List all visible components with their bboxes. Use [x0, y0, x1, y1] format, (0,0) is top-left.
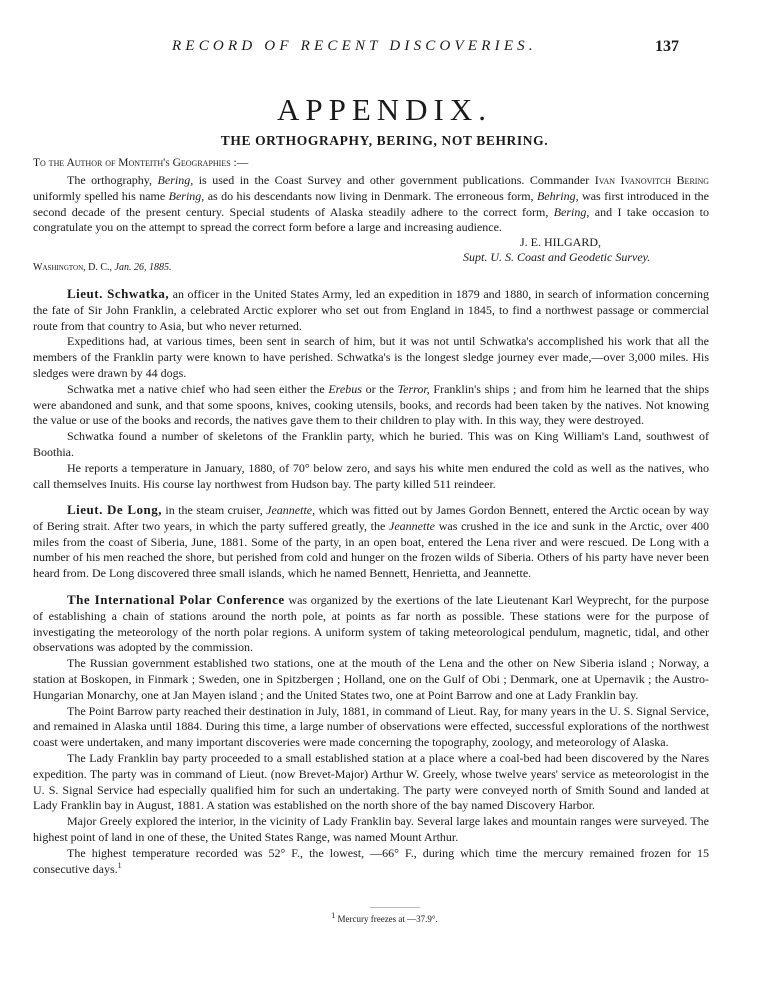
schwatka-heading: Lieut. Schwatka, [67, 286, 170, 301]
running-head: RECORD OF RECENT DISCOVERIES. [172, 38, 537, 54]
schwatka-paragraph-3: Schwatka met a native chief who had seen either the Erebus or the Terror, Franklin's ships ; and from him he learned that the ships were abandoned and sunk, and that some spoons, knives, cooking utensils, books, and records had been taken by the natives. Not knowing the value or use of the books and records, the natives gave them to their children to play with. In this way, they were destroyed. [33, 381, 709, 428]
polar-paragraph-1: The International Polar Conference was organized by the exertions of the late Lieutenant Karl Weyprecht, for the purpose of establishing a chain of stations around the north pole, at points as far north as possible. These stations were for the purpose of investigating the meteorology of the north polar regions. A uniform system of taking meteorological pendulum, magnetic, tidal, and other observations was adopted by the commission. [33, 592, 709, 655]
polar-paragraph-5: Major Greely explored the interior, in the vicinity of Lady Franklin bay. Several large lakes and mountain ranges were surveyed. The highest point of land in one of these, the United States Range, was named Mount Arthur. [33, 814, 709, 844]
footnote [0, 911, 769, 924]
footnote-divider [370, 907, 420, 908]
section-subtitle: THE ORTHOGRAPHY, BERING, NOT BEHRING. [220, 133, 549, 148]
polar-section [33, 592, 709, 877]
delong-heading: Lieut. De Long, [67, 502, 162, 517]
polar-paragraph-4: The Lady Franklin bay party proceeded to a small established station at a place where a coal-bed had been discovered by the Nares expedition. The party was in command of Lieut. (now Brevet-Major) Arthur W. Greely, whose twelve years' service as meteorologist in the U. S. Signal Service had especially qualified him for such an undertaking. The party were conveyed north of Smith Sound and landed at Lady Franklin bay in August, 1881. A station was established on the north shore of the bay named Discovery Harbor. [33, 750, 709, 813]
signature-title: Supt. U. S. Coast and Geodetic Survey. [463, 250, 651, 264]
signature-place: Washington, D. C., [33, 262, 113, 273]
footnote-text: Mercury freezes at —37.9°. [335, 914, 438, 924]
signature-date: Jan. 26, 1885. [114, 262, 172, 273]
delong-paragraph: Lieut. De Long, in the steam cruiser, Jeannette, which was fitted out by James Gordon Bennett, entered the Arctic ocean by way of Bering strait. After two years, in which the party suffered greatly, the Jeannette was crushed in the ice and sunk in the Arctic, over 400 miles from the coast of Siberia, June, 1881. Some of the party, in an open boat, entered the Lena river and were rescued. De Long with a number of his men reached the shore, but perished from cold and hunger on the frozen wilds of Siberia. Others of his party have never been heard from. De Long discovered three small islands, which he named Bennett, Henrietta, and Jeannette. [33, 502, 710, 581]
polar-paragraph-2: The Russian government established two stations, one at the mouth of the Lena and the other on New Siberia island ; Norway, a station at Boskopen, in Finmark ; Sweden, one in Spitzbergen ; Holland, one on the Gulf of Obi ; Denmark, one at Upernavik ; the Austro-Hungarian Monarchy, one at Jan Mayen island ; and the United States two, one at Point Barrow and one at Lady Franklin bay. [33, 656, 709, 702]
schwatka-section [33, 286, 709, 492]
page-number: 137 [655, 38, 679, 55]
page-title: APPENDIX. [276, 92, 493, 127]
schwatka-paragraph-4: Schwatka found a number of skeletons of the Franklin party, which he buried. This was on King William's Land, southwest of Boothia. [33, 429, 709, 459]
letter-paragraph: The orthography, Bering, is used in the Coast Survey and other government publications. Commander Ivan Ivanovitch Bering uniformly spelled his name Bering, as do his descendants now living in Denmark. The erroneous form, Behring, was first introduced in the second decade of the present century. Special students of Alaska steadily adhere to the correct form, Bering, and I take occasion to congratulate you on the attempt to spread the correct form before a large and increasing audience. [33, 173, 709, 235]
polar-paragraph-6: The highest temperature recorded was 52° F., the lowest, —66° F., during which time the mercury remained frozen for 15 consecutive days.$^1$ [33, 845, 709, 876]
schwatka-paragraph-1: Lieut. Schwatka, an officer in the United States Army, led an expedition in 1879 and 1880, in search of information concerning the fate of Sir John Franklin, a celebrated Arctic explorer who set out from England in 1845, to find a northwest passage or commercial route from that country to Asia, but who never returned. [33, 286, 709, 333]
letter-body [33, 173, 709, 236]
signature-name: J. E. HILGARD, [520, 235, 601, 249]
polar-heading: The International Polar Conference [67, 592, 285, 607]
delong-section [33, 502, 709, 582]
footnote-reference: 1 [117, 860, 122, 870]
letter-addressee: To the Author of Monteith's Geographies :— [33, 157, 249, 169]
footnote-mark: 1 [331, 911, 336, 920]
signature-place-date [33, 262, 172, 273]
schwatka-paragraph-2: Expeditions had, at various times, been sent in search of him, but it was not until Schwatka's accomplished his work that all the members of the Franklin party were known to have perished. Schwatka's is the longest sledge journey ever made,—over 3,000 miles. His sledges were drawn by 44 dogs. [33, 334, 709, 380]
polar-paragraph-3: The Point Barrow party reached their destination in July, 1881, in command of Lieut. Ray, for many years in the U. S. Signal Service, and remained in Alaska until 1884. During this time, a large number of observations were effected, successful explorations of the northwest coast were undertaken, and many important discoveries were made concerning the topography, zoology, and meteorology of Alaska. [33, 703, 709, 750]
schwatka-paragraph-5: He reports a temperature in January, 1880, of 70° below zero, and says his white men endured the cold as well as the natives, who call themselves Inuits. His course lay northwest from Hudson bay. The party killed 511 reindeer. [33, 460, 709, 491]
